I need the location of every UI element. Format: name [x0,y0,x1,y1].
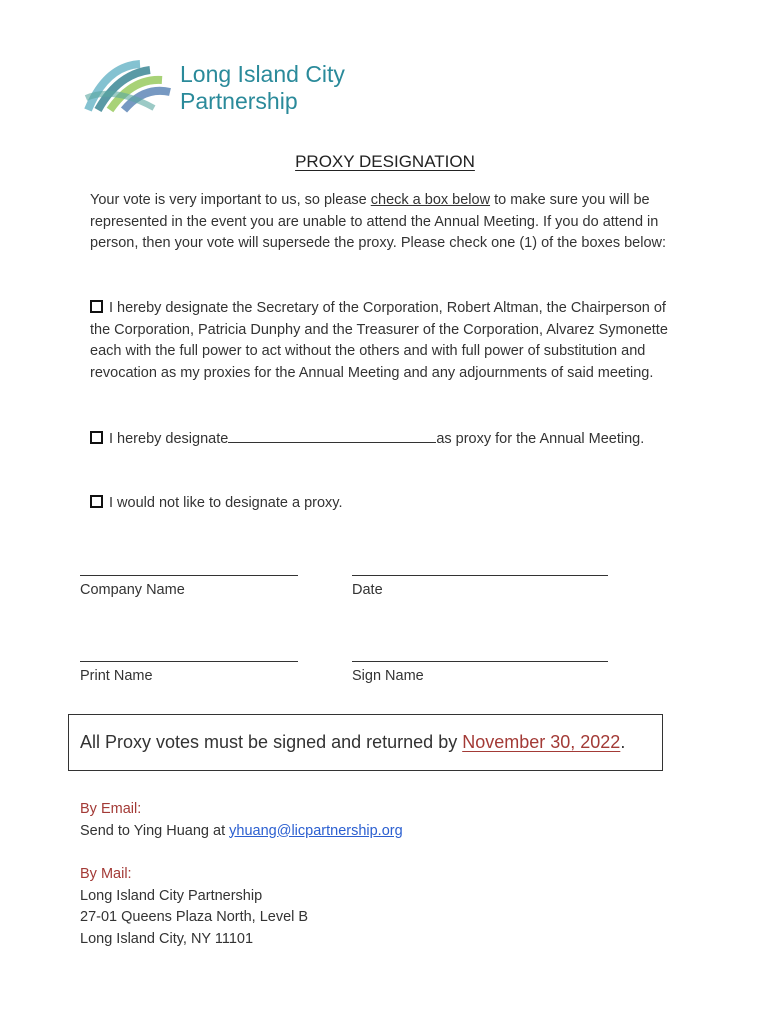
logo-line-1: Long Island City [180,61,345,87]
proxy-name-blank[interactable] [228,429,436,443]
email-link[interactable]: yhuang@licpartnership.org [229,822,403,839]
logo-text [180,61,345,115]
deadline-notice: All Proxy votes must be signed and returned by November 30, 2022. [68,714,663,771]
print-name-line[interactable] [80,661,298,662]
option-designate: I hereby designate as proxy for the Annual Meeting. [90,429,670,451]
date-label: Date [352,582,383,598]
logo-mark-icon [84,58,174,114]
checkbox-option-1[interactable] [90,300,103,313]
checkbox-option-2[interactable] [90,431,103,444]
checkbox-option-3[interactable] [90,495,103,508]
logo [84,58,384,118]
mail-line-2: 27-01 Queens Plaza North, Level B [80,909,309,925]
option-no-proxy: I would not like to designate a proxy. [90,493,670,515]
mail-heading: By Mail: [80,866,132,882]
company-name-line[interactable] [80,575,298,576]
email-heading: By Email: [80,801,142,817]
mail-line-3: Long Island City, NY 11101 [80,930,254,947]
intro-paragraph: Your vote is very important to us, so please check a box below to make sure you will be represented in the event you are unable to attend the Annual Meeting. If you do attend in person, then your vote will supersede the proxy. Please check one (1) of the boxes below: [90,192,667,251]
mail-section [80,864,308,950]
sign-name-line[interactable] [352,661,608,662]
sign-name-label: Sign Name [352,668,424,684]
email-section: By Email: Send to Ying Huang at yhuang@licpartnership.org [80,801,403,839]
company-name-label: Company Name [80,582,185,598]
page-title: PROXY DESIGNATION [295,152,475,171]
date-line[interactable] [352,575,608,576]
intro-underlined: check a box below [370,192,491,208]
option-secretary: I hereby designate the Secretary of the Corporation, Robert Altman, the Chairperson of the Corporation, Patricia Dunphy and the Treasurer of the Corporation, Alvarez Symonette each with the full power to act without the others and with full power of substitution and revocation as my proxies for the Annual Meeting and any adjournments of said meeting. [90,300,668,381]
mail-line-1: Long Island City Partnership [80,887,263,904]
logo-line-2: Partnership [180,88,298,114]
print-name-label: Print Name [80,668,153,684]
deadline-date: November 30, 2022 [462,732,621,752]
